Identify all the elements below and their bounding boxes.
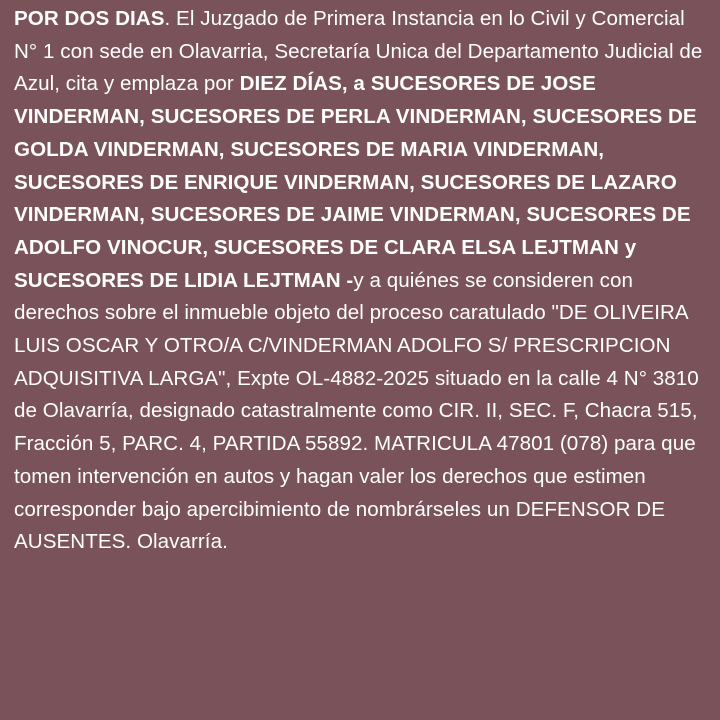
notice-summons: DIEZ DÍAS, a SUCESORES DE JOSE VINDERMAN, SUCESORES DE PERLA VINDERMAN, SUCESORES DE GOLDA VINDERMAN, SUCESORES DE MARIA VINDERMAN, SUCESORES DE ENRIQUE VINDERMAN, SUCESORES DE LAZARO VINDERMAN, SUCESORES DE JAIME VINDERMAN, SUCESORES DE ADOLFO VINOCUR, SUCESORES DE CLARA ELSA LEJTMAN y SUCESORES DE LIDIA LEJTMAN -	[14, 72, 697, 292]
notice-intro: . El Juzgado de Primera Instancia en lo Civil y Comercial N° 1 con sede en Olavarria, Secretaría Unica del Departamento Judicial de Azul, cita y emplaza por	[14, 7, 703, 96]
notice-lead: POR DOS DIAS	[14, 7, 165, 30]
notice-paragraph	[14, 3, 706, 559]
notice-body: y a quiénes se consideren con derechos sobre el inmueble objeto del proceso caratulado "DE OLIVEIRA LUIS OSCAR Y OTRO/A C/VINDERMAN ADOLFO S/ PRESCRIPCION ADQUISITIVA LARGA", Expte OL-4882-2025 situado en la calle 4 N° 3810 de Olavarría, designado catastralmente como CIR. II, SEC. F, Chacra 515, Fracción 5, PARC. 4, PARTIDA 55892. MATRICULA 47801 (078) para que tomen intervención en autos y hagan valer los derechos que estimen corresponder bajo apercibimiento de nombrárseles un DEFENSOR DE AUSENTES. Olavarría.	[14, 268, 699, 554]
